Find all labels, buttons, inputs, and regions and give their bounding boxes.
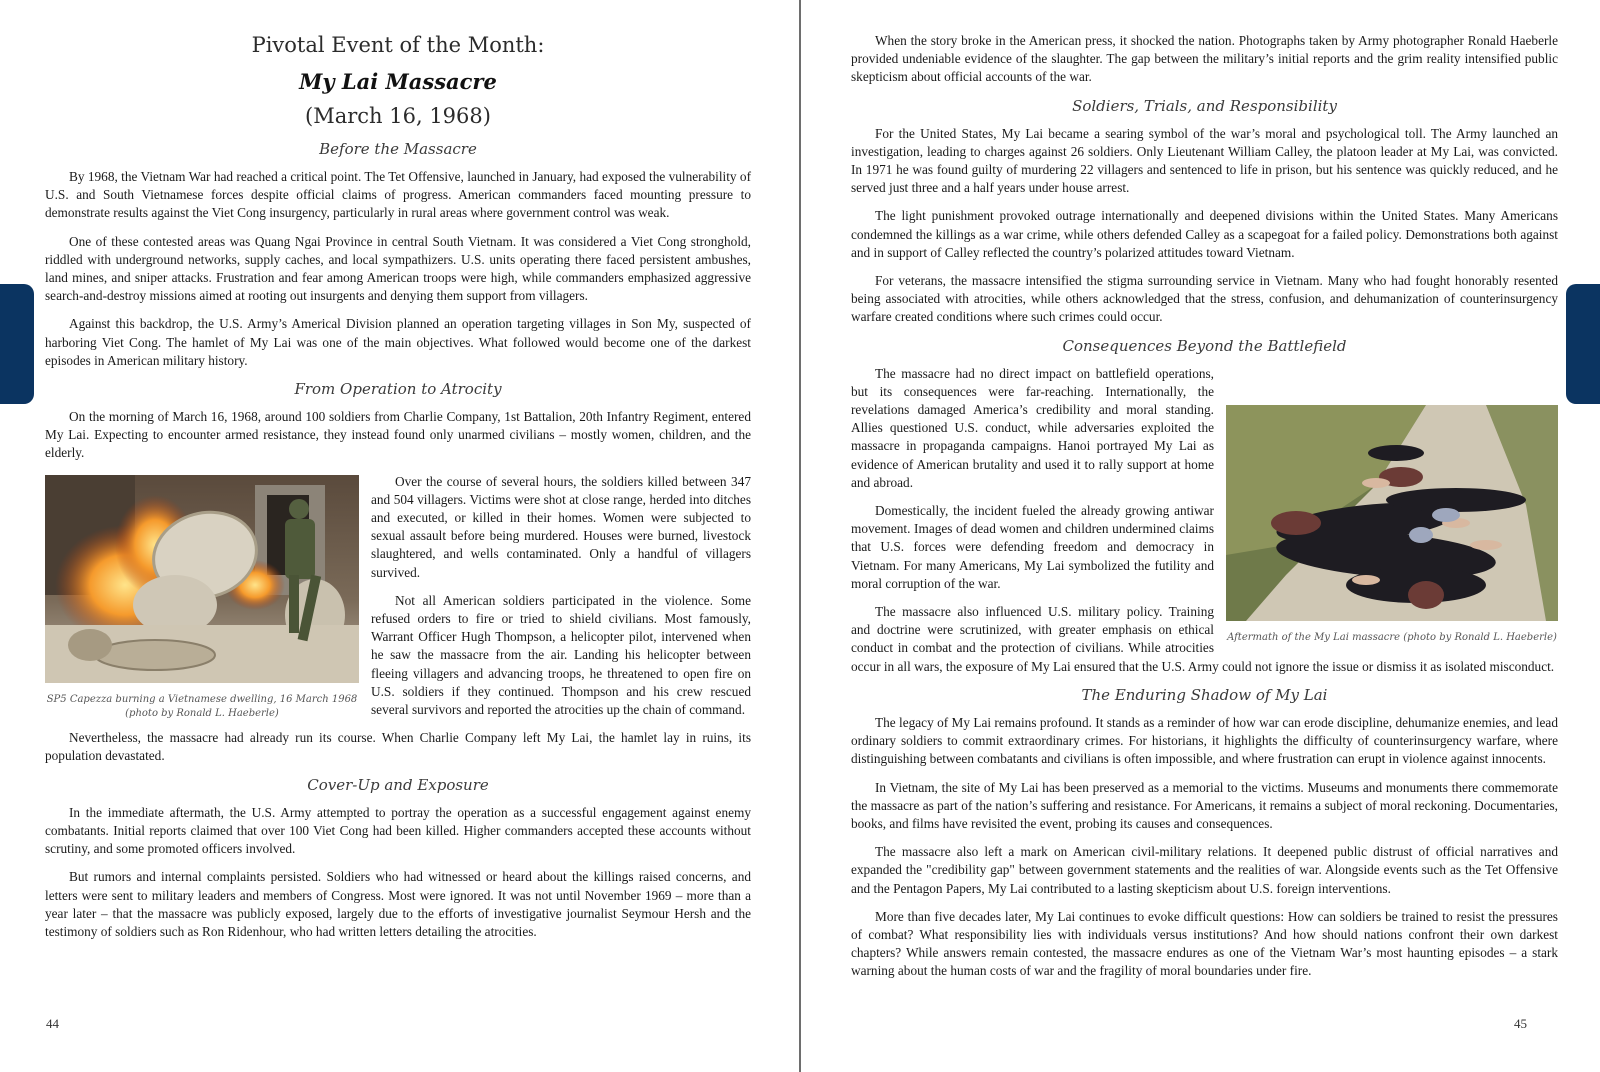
chapter-tab-right: [1566, 284, 1600, 404]
paragraph: One of these contested areas was Quang Ngai Province in central South Vietnam. It was considered a Viet Cong stronghold, riddled with underground networks, supply caches, and local sympathizers. U.S. units operating there faced persistent ambushes, land mines, and sniper attacks. Frustration and fear among American troops were high, while commanders emphasized aggressive search-and-destroy missions aimed at rooting out insurgents and denying them support from villagers.: [45, 233, 751, 304]
section-heading-before: Before the Massacre: [319, 140, 477, 158]
figure-caption-left: [45, 693, 359, 721]
paragraph: More than five decades later, My Lai continues to evoke difficult questions: How can soldiers be trained to resist the pressures of combat? What responsibility lies with individuals versus institutions? And how should nations confront their own darkest chapters? While answers remain contested, the massacre endures as one of the Vietnam War’s most haunting episodes – a stark warning about the human costs of war and the fragility of moral boundaries under fire.: [851, 908, 1558, 979]
right-page: [800, 0, 1600, 1072]
chapter-tab-left: [0, 284, 34, 404]
paragraph: Domestically, the incident fueled the already growing antiwar movement. Images of dead women and children undermined claims that U.S. forces were defending freedom and democracy in Vietnam. For many Americans, My Lai symbolized the futility and moral corruption of the war.: [851, 503, 1214, 591]
left-column: [45, 28, 751, 951]
paragraph: Against this backdrop, the U.S. Army’s Americal Division planned an operation targeting villages in Son My, suspected of harboring Viet Cong. The hamlet of My Lai was one of the main objectives. What followed would become one of the darkest episodes in American military history.: [45, 316, 751, 368]
paragraph: Not all American soldiers participated in the violence. Some refused orders to fire or tried to shield civilians. Most famously, Warrant Officer Hugh Thompson, a helicopter pilot, intervened when he saw the massacre from the air. Landing his helicopter between fleeing villagers and advancing troops, he threatened to open fire on U.S. soldiers if they continued. Thompson and his crew rescued several survivors and reported the atrocities up the chain of command.: [371, 592, 751, 718]
page-number-left: 44: [46, 1016, 59, 1031]
paragraph: In Vietnam, the site of My Lai has been preserved as a memorial to the victims. Museums and monuments there commemorate the massacre as part of the nation’s suffering and resistance. For Americans, it remains a subject of moral reckoning. Documentaries, books, and films have revisited the event, probing its causes and consequences.: [851, 779, 1558, 831]
section-heading-shadow: The Enduring Shadow of My Lai: [1081, 685, 1328, 704]
photo-burning-dwelling: [45, 475, 359, 683]
paragraph: When the story broke in the American press, it shocked the nation. Photographs taken by Army photographer Ronald Haeberle provided undeniable evidence of the slaughter. The gap between the military’s initial reports and the grim reality intensified public skepticism about official accounts of the war.: [851, 33, 1558, 85]
aftermath-image: [1226, 405, 1558, 621]
figure-aftermath: [1226, 405, 1558, 645]
section-heading-consequences: Consequences Beyond the Battlefield: [1062, 336, 1347, 355]
paragraph: Nevertheless, the massacre had already run its course. When Charlie Company left My Lai, the hamlet lay in ruins, its population devastated.: [45, 730, 751, 764]
paragraph: By 1968, the Vietnam War had reached a critical point. The Tet Offensive, launched in January, had exposed the vulnerability of U.S. and South Vietnamese forces despite official claims of progress. American commanders faced mounting pressure to demonstrate results against the Viet Cong insurgency, particularly in rural areas where government control was weak.: [45, 169, 751, 221]
paragraph: The massacre also influenced U.S. military policy. Training and doctrine were scrutinized, with greater emphasis on ethical conduct in combat and the protection of civilians. While atrocities occur in all wars, the exposure of My Lai ensured that the U.S. Army could not ignore the issue or dismiss it as isolated misconduct.: [851, 604, 1555, 674]
photo-aftermath: [1226, 405, 1558, 621]
section-heading-trials: Soldiers, Trials, and Responsibility: [1072, 96, 1337, 115]
section-heading-coverup: Cover-Up and Exposure: [307, 775, 489, 794]
page-number-right: 45: [1514, 1016, 1527, 1031]
figure-caption-right: Aftermath of the My Lai massacre (photo by Ronald L. Haeberle): [1227, 631, 1557, 643]
paragraph: For the United States, My Lai became a searing symbol of the war’s moral and psychological toll. The Army launched an investigation, leading to charges against 26 soldiers. Only Lieutenant William Calley, the platoon leader at My Lai, was convicted. In 1971 he was found guilty of murdering 22 villagers and sentenced to life in prison, but his sentence was quickly reduced, and he served just three and a half years under house arrest.: [851, 125, 1558, 196]
paragraph: The massacre also left a mark on American civil-military relations. It deepened public distrust of official narratives and expanded the "credibility gap" between government statements and the realities of war. Alongside events such as the Tet Offensive and the Pentagon Papers, My Lai contributed to a lasting skepticism about U.S. foreign interventions.: [851, 844, 1558, 896]
caption-line: SP5 Capezza burning a Vietnamese dwelling, 16 March 1968: [46, 693, 358, 705]
paragraph: For veterans, the massacre intensified the stigma surrounding service in Vietnam. Many who had fought honorably resented being associated with atrocities, while others acknowledged that the stress, confusion, and dehumanization of counterinsurgency warfare created conditions where such crimes could occur.: [851, 273, 1558, 325]
page-title-main: My Lai Massacre: [299, 69, 497, 94]
page-title-date: (March 16, 1968): [305, 104, 491, 128]
burning-dwelling-image: [45, 475, 359, 683]
paragraph: The light punishment provoked outrage internationally and deepened divisions within the United States. Many Americans condemned the killings as a war crime, while others defended Calley as a scapegoat for a failed policy. Demonstrations both against and in support of Calley reflected the country’s polarized attitudes toward Vietnam.: [851, 208, 1558, 260]
paragraph: But rumors and internal complaints persisted. Soldiers who had witnessed or heard about the killings raised concerns, and letters were sent to military leaders and members of Congress. Most were ignored. It was not until November 1969 – more than a year later – that the massacre was publicly exposed, largely due to the efforts of investigative journalist Seymour Hersh and the testimony of soldiers such as Ron Ridenhour, who had written letters detailing the atrocities.: [45, 869, 751, 939]
page-title-line1: Pivotal Event of the Month:: [251, 33, 545, 57]
paragraph: The legacy of My Lai remains profound. It stands as a reminder of how war can erode discipline, dehumanize enemies, and lead ordinary soldiers to commit extraordinary crimes. For historians, it highlights the difficulty of counterinsurgency warfare, where distinguishing between combatants and civilians is often impossible, and where frustration can erupt in violence against innocents.: [851, 714, 1558, 767]
paragraph: On the morning of March 16, 1968, around 100 soldiers from Charlie Company, 1st Battalion, 20th Infantry Regiment, entered My Lai. Expecting to encounter armed resistance, they instead found only unarmed civilians – mostly women, children, and the elderly.: [45, 409, 751, 461]
paragraph: In the immediate aftermath, the U.S. Army attempted to portray the operation as a successful engagement against enemy combatants. Initial reports claimed that over 100 Viet Cong had been killed. Higher commanders accepted these accounts without scrutiny, and some promoted officers involved.: [45, 804, 751, 857]
caption-credit: (photo by Ronald L. Haeberle): [125, 707, 279, 719]
right-column: [851, 32, 1558, 991]
paragraph: The massacre had no direct impact on battlefield operations, but its consequences were far-reaching. Internationally, the revelations damaged America’s credibility and moral standing. Allies questioned U.S. conduct, while adversaries exploited the massacre in propaganda campaigns. Hanoi portrayed My Lai as evidence of American brutality and used it to rally support at home and abroad.: [851, 365, 1214, 490]
figure-burning-dwelling: [45, 475, 359, 721]
section-heading-operation: From Operation to Atrocity: [294, 380, 502, 399]
paragraph: Over the course of several hours, the soldiers killed between 347 and 504 villagers. Victims were shot at close range, herded into ditches and executed, or killed in their homes. Women were subjected to sexual assault before being murdered. Houses were burned, livestock slaughtered, and wells contaminated. Only a handful of villagers survived.: [371, 473, 751, 580]
